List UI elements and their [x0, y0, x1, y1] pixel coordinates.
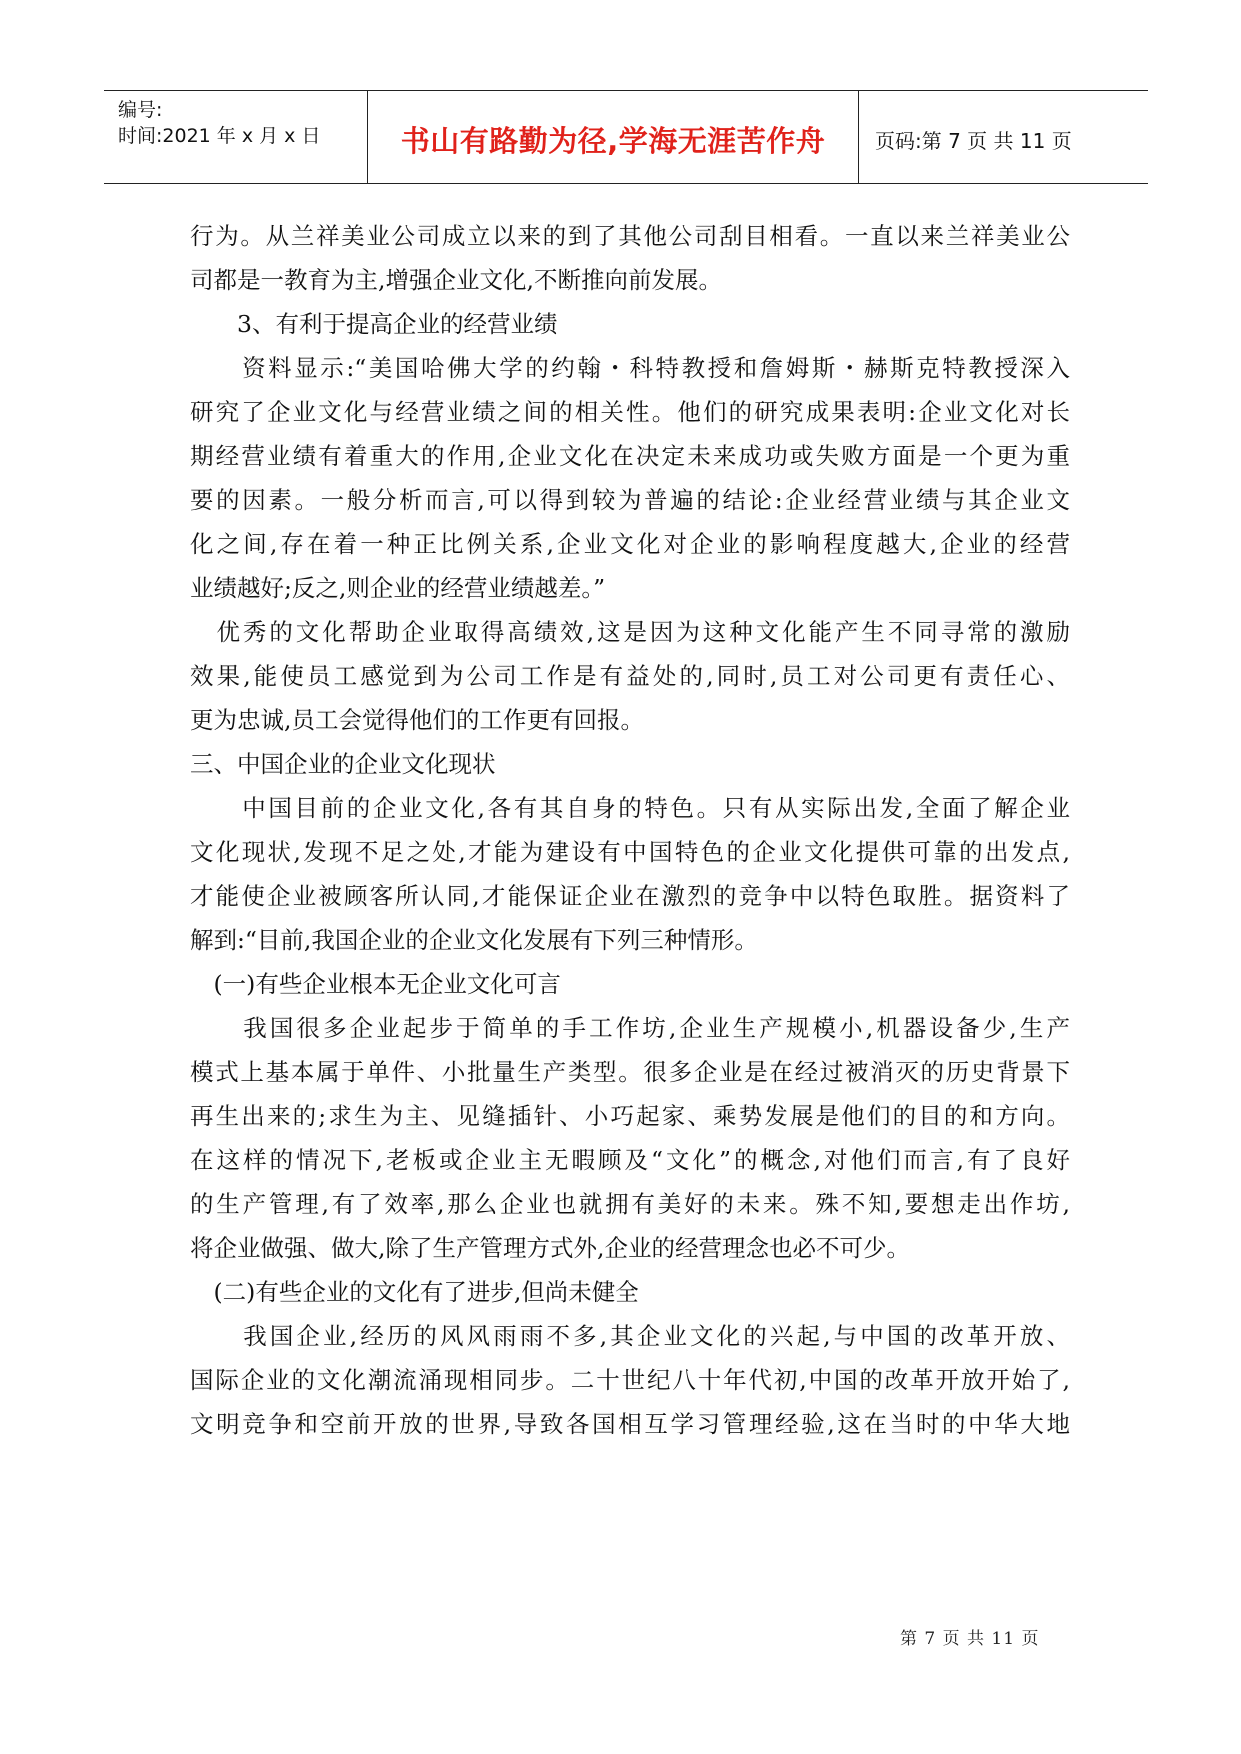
document-time-label: 时间:2021 年 x 月 x 日 — [118, 125, 321, 147]
body-line: 将企业做强、做大,除了生产管理方式外,企业的经营理念也必不可少。 — [190, 1234, 910, 1262]
body-line: 期经营业绩有着重大的作用,企业文化在决定未来成功或失败方面是一个更为重 — [190, 442, 1070, 470]
header-motto-cell — [368, 91, 859, 183]
page-footer: 第 7 页 共 11 页 — [900, 1629, 1040, 1649]
body-line: 行为。从兰祥美业公司成立以来的到了其他公司刮目相看。一直以来兰祥美业公 — [190, 222, 1070, 250]
section-heading: 三、中国企业的企业文化现状 — [190, 750, 496, 778]
document-header — [104, 90, 1148, 184]
header-motto: 书山有路勤为径,学海无涯苦作舟 — [400, 124, 826, 158]
subsection-heading: (二)有些企业的文化有了进步,但尚未健全 — [190, 1278, 639, 1306]
header-page-cell — [859, 91, 1148, 183]
body-line: 优秀的文化帮助企业取得高绩效,这是因为这种文化能产生不同寻常的激励 — [190, 618, 1070, 646]
subsection-heading: (一)有些企业根本无企业文化可言 — [190, 970, 561, 998]
body-line: 的生产管理,有了效率,那么企业也就拥有美好的未来。殊不知,要想走出作坊, — [190, 1190, 1070, 1218]
body-line: 司都是一教育为主,增强企业文化,不断推向前发展。 — [190, 266, 722, 294]
body-line: 业绩越好;反之,则企业的经营业绩越差。” — [190, 574, 606, 602]
header-page-code: 页码:第 7 页 共 11 页 — [875, 129, 1072, 153]
body-line: 效果,能使员工感觉到为公司工作是有益处的,同时,员工对公司更有责任心、 — [190, 662, 1070, 690]
body-line: 文化现状,发现不足之处,才能为建设有中国特色的企业文化提供可靠的出发点, — [190, 838, 1070, 866]
body-line: 我国很多企业起步于简单的手工作坊,企业生产规模小,机器设备少,生产 — [190, 1014, 1070, 1042]
body-line: 研究了企业文化与经营业绩之间的相关性。他们的研究成果表明:企业文化对长 — [190, 398, 1070, 426]
body-line: 化之间,存在着一种正比例关系,企业文化对企业的影响程度越大,企业的经营 — [190, 530, 1070, 558]
header-info-cell — [104, 91, 368, 183]
body-line: 国际企业的文化潮流涌现相同步。二十世纪八十年代初,中国的改革开放开始了, — [190, 1366, 1070, 1394]
body-line: 模式上基本属于单件、小批量生产类型。很多企业是在经过被消灭的历史背景下 — [190, 1058, 1070, 1086]
document-number-label: 编号: — [118, 99, 163, 121]
section-heading: 3、有利于提高企业的经营业绩 — [190, 310, 558, 338]
body-line: 文明竞争和空前开放的世界,导致各国相互学习管理经验,这在当时的中华大地 — [190, 1410, 1070, 1438]
body-line: 更为忠诚,员工会觉得他们的工作更有回报。 — [190, 706, 644, 734]
body-line: 才能使企业被顾客所认同,才能保证企业在激烈的竞争中以特色取胜。据资料了 — [190, 882, 1070, 910]
body-line: 在这样的情况下,老板或企业主无暇顾及“文化”的概念,对他们而言,有了良好 — [190, 1146, 1070, 1174]
body-line: 解到:“目前,我国企业的企业文化发展有下列三种情形。 — [190, 926, 758, 954]
body-line: 要的因素。一般分析而言,可以得到较为普遍的结论:企业经营业绩与其企业文 — [190, 486, 1070, 514]
body-line: 再生出来的;求生为主、见缝插针、小巧起家、乘势发展是他们的目的和方向。 — [190, 1102, 1070, 1130]
body-line: 资料显示:“美国哈佛大学的约翰・科特教授和詹姆斯・赫斯克特教授深入 — [190, 354, 1070, 382]
body-line: 中国目前的企业文化,各有其自身的特色。只有从实际出发,全面了解企业 — [190, 794, 1070, 822]
body-line: 我国企业,经历的风风雨雨不多,其企业文化的兴起,与中国的改革开放、 — [190, 1322, 1070, 1350]
